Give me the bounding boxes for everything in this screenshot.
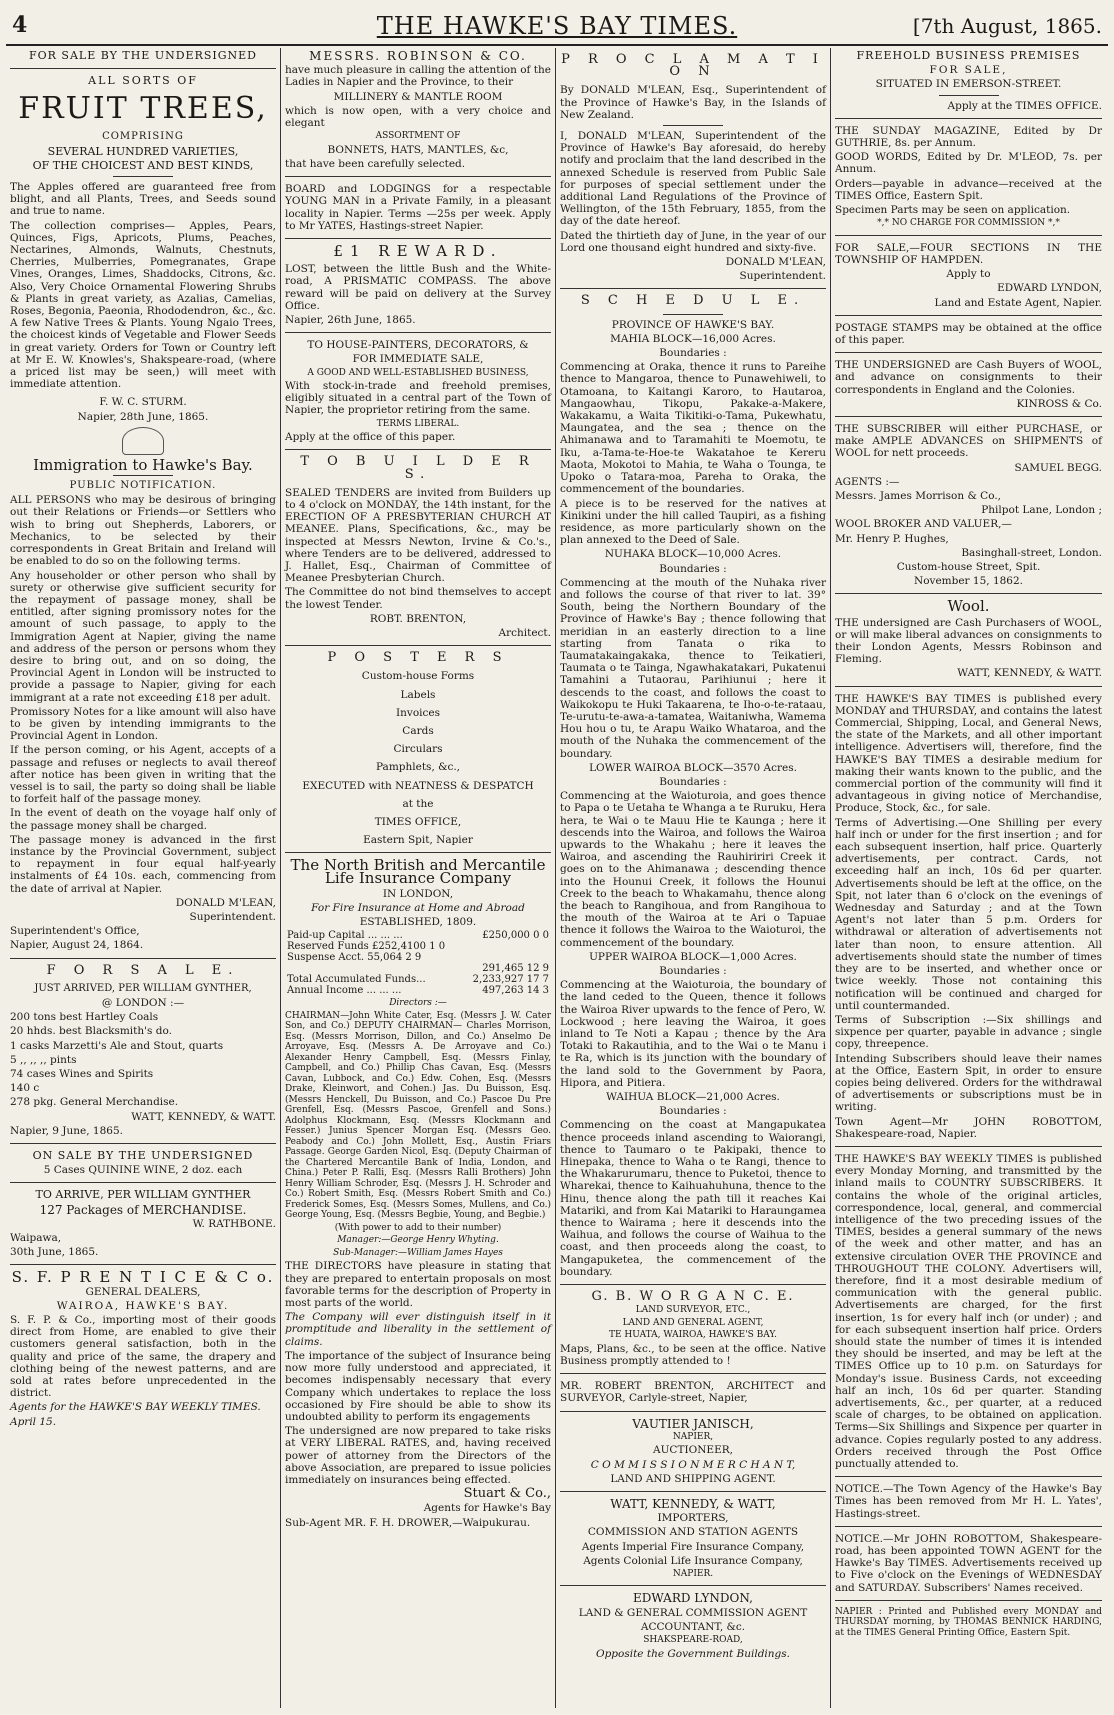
notice-office: Superintendent's Office, (10, 925, 140, 938)
table-row (285, 941, 551, 952)
ad-body: Maps, Plans, &c., to be seen at the office. Native Business promptly attended to ! (560, 1342, 826, 1367)
newspaper-title: THE HAWKE'S BAY TIMES. (376, 12, 738, 40)
block-boundaries: Boundaries : (659, 347, 727, 360)
divider (835, 1526, 1102, 1527)
ad-text: Manager:—George Henry Whyting. (337, 1235, 499, 1246)
ad-text: ESTABLISHED, 1809. (359, 916, 477, 929)
table-row (285, 930, 551, 941)
ad-heading: S. F. P R E N T I C E & C o. (11, 1268, 275, 1287)
notice-body: ALL PERSONS who may be desirous of bringing out their Relations or Friends—or Settlers who wish to bring out Shepherds, Laborers, or Mechanics, to be selected by their correspondents in Great Britain and Ireland will be enabled to do so on the following terms. (10, 494, 276, 568)
ad-text: EXECUTED with NEATNESS & DESPATCH (302, 779, 534, 792)
divider (835, 416, 1102, 417)
ad-text: MILLINERY & MANTLE ROOM (333, 90, 503, 103)
divider (835, 1146, 1102, 1147)
magazines-ad (835, 125, 1102, 229)
divider (560, 1373, 826, 1374)
ad-text: TE HUATA, WAIROA, HAWKE'S BAY. (609, 1330, 777, 1341)
divider (663, 125, 723, 126)
fund-label: Annual Income ... ... ... (287, 985, 402, 997)
ad-body: With stock-in-trade and freehold premises, eligibly situated in a central part of the Town of Napier, the proprietor retiring from the same. (285, 380, 551, 417)
ad-note: The Committee do not bind themselves to accept the lowest Tender. (285, 586, 551, 611)
ad-subheading: FOR IMMEDIATE SALE, (352, 353, 484, 366)
fund-value: 497,263 14 3 (482, 985, 549, 997)
ad-title: The North British and Mercantile Life Insurance Company (290, 856, 546, 887)
ad-text: ACCOUNTANT, &c. (640, 1620, 746, 1633)
ad-signer: SAMUEL BEGG. (1014, 461, 1102, 474)
ad-text: Custom-house Street, Spit. (896, 561, 1041, 573)
divider (10, 1264, 276, 1265)
royal-crest-icon (122, 427, 164, 455)
imprint: NAPIER : Printed and Published every MONDAY and THURSDAY morning, by THOMAS BENNICK HARDING, at the TIMES General Printing Office, Eastern Spit. (835, 1606, 1102, 1638)
divider (939, 95, 999, 96)
ad-text: @ LONDON :— (101, 997, 185, 1009)
ad-body: Terms of Advertising.—One Shilling per every half inch or under for the first insertion ; and for each subsequent insertion, half price. Quarterly advertisements, per contract. Cards, not exceeding half an inch, 10s 6d per quarter. Advertisements should be left at the office, on the Spit, not later than 6 o'clock on the evenings of Wednesday and Saturday ; and at the Town Agent's not later than 5 p.m. Orders for withdrawal or alteration of advertisements not later than noon, to ensure attention. All advertisements should state the number of times they are to be inserted, and whether once or twice weekly. Those not containing this notification will be continued and charged for until countermanded. (835, 816, 1102, 1012)
ad-date: November 15, 1862. (914, 575, 1023, 588)
ad-heading: WATT, KENNEDY, & WATT, (610, 1496, 776, 1511)
directors-heading: Directors :— (389, 998, 447, 1009)
ad-role: Architect. (498, 627, 551, 640)
table-row (285, 952, 551, 963)
notice-robottom: NOTICE.—Mr JOHN ROBOTTOM, Shakespeare-road, has been appointed TOWN AGENT for the Hawke's Bay TIMES. Advertisements received up to Five o'clock on the Evenings of WEDNESDAY and SATURDAY. Subscribers' Names received. (835, 1532, 1102, 1594)
ad-signer: F. W. C. STURM. (99, 396, 187, 409)
divider (10, 1182, 276, 1183)
postage-ad: POSTAGE STAMPS may be obtained at the office of this paper. (835, 321, 1102, 346)
block-body: Commencing at Oraka, thence it runs to Pareihe thence to Mangaroa, thence to Punawehiweli, to Otamoana, to Kaitangi Karoro, to Hautaroa, Mangaowhau, Tikopu, Pakake-a-Makere, Wakakamu, a Waita Tikitiki-o-Tama, Pukewhatu, Maungatea, and the sea ; thence on the Ahimanawa and to Taramahiti te Moemotu, te Iku, a-Tama-te-Hoe-te Wakatahoe te Kereru Maota, Mokotoi to Mahia, te Waha o Tounga, te Upoko o Tatara-moa, Pareha to Oraka, the commencement of the boundaries. (560, 361, 826, 496)
divider (560, 1585, 826, 1586)
ad-heading: F O R S A L E. (46, 962, 240, 978)
divider (560, 288, 826, 289)
ad-body: SEALED TENDERS are invited from Builders up to 4 o'clock on MONDAY, the 14th instant, for the ERECTION OF A PRESBYTERIAN CHURCH AT MEANEE. Plans, Specifications, &c., may be inspected at Messrs Newton, Irvine & Co.'s., where Tenders are to be delivered, addressed to J. Hallet, Esq., Chairman of Committee of Meanee Presbyterian Church. (285, 486, 551, 585)
ad-heading: P R O C L A M A T I O N (561, 52, 825, 80)
divider (285, 449, 551, 450)
ad-text: LAND & GENERAL COMMISSION AGENT (578, 1606, 808, 1619)
divider (285, 176, 551, 177)
ad-body: THE UNDERSIGNED are Cash Buyers of WOOL, and advance on consignments to their correspondents in England and the Colonies. (835, 359, 1102, 396)
notice-signer-role: Superintendent. (189, 910, 276, 923)
wool-ad (835, 597, 1102, 680)
builders-ad (285, 456, 551, 639)
ad-text: AGENTS :— (835, 475, 900, 488)
ad-text: IN LONDON, (382, 887, 454, 900)
ad-date: 30th June, 1865. (10, 1246, 99, 1259)
ad-body: FOR SALE,—FOUR SECTIONS IN THE TOWNSHIP OF HAMPDEN. (835, 241, 1102, 266)
ad-text: COMMISSION AND STATION AGENTS (587, 1526, 799, 1539)
ad-text: For Fire Insurance at Home and Abroad (311, 902, 525, 915)
block-title: MAHIA BLOCK—16,000 Acres. (610, 332, 776, 345)
ad-heading: £1 REWARD. (333, 241, 503, 260)
ad-text: BONNETS, HATS, MANTLES, &c, (327, 143, 509, 156)
columns (6, 48, 1108, 1708)
ad-text: Opposite the Government Buildings. (595, 1647, 791, 1660)
ad-body: The collection comprises— Apples, Pears, Quinces, Figs, Apricots, Plums, Peaches, Nectarines, Almonds, Walnuts, Chestnuts, Cherries, Mulberries, Pomegranates, Grape Vines, Oranges, Limes, Shaddocks, Citrons, &c. Also, Very Choice Ornamental Flowering Shrubs & Plants in great variety, as Azalias, Camelias, Roses, Begonia, Paeonia, Rhododendron, &c., &c. A few Native Trees & Plants. Young Ngaio Trees, the choicest kinds of Vegetable and Flower Seeds in great variety. Orders for Town or Country left at Mr E. W. Knowles's, Shakspeare-road, (where a priced list may be seen,) will meet with immediate attention. (10, 219, 276, 391)
ad-agent-role: Agents for Hawke's Bay (423, 1502, 551, 1515)
notice-body: In the event of death on the voyage half only of the passage money shall be charged. (10, 807, 276, 832)
ad-line: 20 hhds. best Blacksmith's do. (10, 1025, 172, 1038)
ad-signer: DONALD M'LEAN, (725, 256, 826, 269)
ad-text: Philpot Lane, London ; (981, 504, 1102, 517)
ad-heading: Wool. (947, 597, 990, 616)
ad-body: LOST, between the little Bush and the White-road, A PRISMATIC COMPASS. The above reward will be paid on delivery at the Survey Office. (285, 263, 551, 312)
notice-body: Promissory Notes for a like amount will also have to be given by intending immigrants to the Provincial Agent in London. (10, 705, 276, 743)
block-body: Commencing at the Waioturoia, the boundary of the land ceded to the Queen, thence it follows the Wairoa River upwards to the fence of Pero, W. Lockwood ; here leaving the Wairoa, it goes inland to Te Noti a Kapau ; thence by the Ara Totaki to Rakautihia, and to the Wai o te Manu i te Ra, which is its junction with the boundary of the land sold to the Government by Paora, Hipora, and Pitiera. (560, 979, 826, 1089)
fund-value (463, 952, 551, 963)
block-boundaries: Boundaries : (659, 775, 727, 788)
ad-date: Napier, 26th June, 1865. (285, 313, 416, 326)
ad-text: (With power to add to their number) (334, 1222, 502, 1233)
ad-body: Town Agent—Mr JOHN ROBOTTOM, Shakespeare-road, Napier. (835, 1115, 1102, 1140)
ad-text: LAND SURVEYOR, ETC., (635, 1305, 751, 1316)
notice-body: The passage money is advanced in the first instance by the Provincial Government, subject to repayment in four equal half-yearly instalments of £4 10s. each, commencing from the date of arrival at Napier. (10, 833, 276, 895)
funds-table (285, 930, 551, 996)
proclamation (560, 54, 826, 282)
ad-heading: FREEHOLD BUSINESS PREMISES (856, 49, 1081, 62)
begg-ad (835, 423, 1102, 587)
ad-subheading: A GOOD AND WELL-ESTABLISHED BUSINESS, (307, 367, 529, 378)
column-3 (556, 48, 831, 1708)
divider (285, 645, 551, 646)
ad-text: IMPORTERS, (657, 1512, 729, 1525)
prentice-ad (10, 1268, 276, 1428)
ad-apply: Apply at the office of this paper. (285, 431, 456, 444)
ad-text: Messrs. James Morrison & Co., (835, 489, 1002, 502)
divider (663, 314, 723, 315)
ad-body: Dated the thirtieth day of June, in the year of our Lord one thousand eight hundred and sixty-five. (560, 229, 826, 254)
page-number: 4 (12, 12, 28, 38)
ad-body: GOOD WORDS, Edited by Dr. M'LEOD, 7s. per Annum. (835, 151, 1102, 176)
ad-line: 1 casks Marzetti's Ale and Stout, quarts (10, 1039, 224, 1052)
divider (835, 235, 1102, 236)
divider (113, 176, 173, 177)
ad-heading: T O B U I L D E R S. (300, 454, 536, 482)
ad-heading: ON SALE BY THE UNDERSIGNED (32, 1149, 254, 1163)
ad-terms: TERMS LIBERAL. (376, 418, 460, 429)
divider (835, 315, 1102, 316)
ad-heading: G. B. W O R G A N C. E. (591, 1289, 795, 1305)
table-row (285, 985, 551, 996)
ad-subheading: ALL SORTS OF (88, 74, 198, 88)
ad-text: AUCTIONEER, (653, 1444, 733, 1457)
ad-subheading: PROVINCE OF HAWKE'S BAY. (611, 318, 775, 331)
block-title: WAIHUA BLOCK—21,000 Acres. (606, 1091, 780, 1104)
ad-body: that have been carefully selected. (285, 157, 466, 170)
ad-role: Land and Estate Agent, Napier. (934, 296, 1102, 309)
immigration-notice (10, 455, 276, 952)
board-lodging-ad: BOARD and LODGINGS for a respectable YOUNG MAN in a Private Family, in a pleasant locality in Napier. Terms —25s per week. Apply to Mr YATES, Hastings-street Napier. (285, 183, 551, 232)
masthead (6, 6, 1108, 46)
ad-line: 74 cases Wines and Spirits (10, 1068, 154, 1081)
ad-body: The importance of the subject of Insurance being now more fully understood and appreciated, it becomes indispensably necessary that every Company which undertakes to replace the loss occasioned by Fire should be able to show its undoubted ability to perform its engagements (285, 1349, 551, 1423)
fund-label: Suspense Acct. 55,064 2 9 (287, 952, 422, 964)
ad-text: OF THE CHOICEST AND BEST KINDS, (32, 158, 254, 172)
weekly-times-ad: THE HAWKE'S BAY WEEKLY TIMES is published every Monday Morning, and transmitted by the inland mails to COUNTRY SUBSCRIBERS. It contains the whole of the original articles, correspondence, local, general, and commercial intelligence of the two preceding issues of the TIMES, besides a general summary of the news of the week and other matter, and has an extensive circulation OVER THE PROVINCE and THROUGHOUT THE COLONY. Advertisers will, therefore, find it a most desirable medium of communication with the general public. Advertisements are charged, for the first insertion, 1s for every half inch (or under) ; and for each subsequent insertion half price. Orders should state the number of times it is intended they should be inserted, and may be left at the TIMES Office up to 10 p.m. on Saturdays for Monday's issue. Business Cards, not exceeding half an inch, 10s 6d per quarter. Standing advertisements, &c., per quarter, at a reduced scale of charges, to be obtained on application. Terms—Six Shillings and Sixpence per quarter in advance. Copies regularly posted to any address. Orders received through the Post Office punctually attended to. (835, 1152, 1102, 1471)
fund-value: 2,233,927 17 7 (472, 974, 549, 986)
ad-text: TIMES OFFICE, (374, 816, 462, 829)
schedule (560, 295, 826, 1278)
block-boundaries: Boundaries : (659, 562, 727, 575)
list-item: Invoices (395, 706, 440, 719)
freehold-ad (835, 50, 1102, 112)
ad-signer: WATT, KENNEDY, & WATT. (131, 1110, 276, 1123)
divider (285, 852, 551, 853)
block-body: Commencing at the mouth of the Nuhaka river and follows the course of that river to lat. 39° South, being the Northern Boundary of the Province of Hawke's Bay ; thence following that meridian in an easterly direction to a line starting from Tanata o rika to Taumatakaingakaka, thence to Teikatieri, Taumata o te Tainga, Ngawhakatakari, Pukatenui Tamahini a Tutaorau, Parihiunui ; here it descends to the coast, and follows the coast to Waikokopu te Huki Takaarena, te Iho-o-te-rataau, Te-urutu-te-awa-a-tamatea, Waitaniwha, Wamema Hou hou o tu, te Arapu Waiko Whataroa, and the mouth of the Nuhaka the commencement of the boundary. (560, 576, 826, 760)
block-boundaries: Boundaries : (659, 1105, 727, 1118)
fund-value: £250,000 0 0 (482, 930, 549, 942)
divider (835, 1600, 1102, 1601)
ad-agent: Stuart & Co., (463, 1486, 551, 1502)
ad-line: 140 c (10, 1082, 40, 1095)
ad-signer: ROBT. BRENTON, (369, 612, 467, 625)
divider (10, 958, 276, 959)
ad-signer: KINROSS & Co. (1016, 397, 1102, 410)
ad-body: have much pleasure in calling the attention of the Ladies in Napier and the Province, to their (285, 64, 551, 89)
divider (10, 68, 276, 69)
ad-line: 278 pkg. General Merchandise. (10, 1096, 179, 1109)
notice-body: If the person coming, or his Agent, accepts of a passage and refuses or neglects to avail thereof after notice has been given in writing that the vessel is to sail, the party so doing shall be liable to forfeit half of the passage money. (10, 744, 276, 806)
sections-ad (835, 242, 1102, 309)
list-item: Custom-house Forms (361, 670, 475, 683)
ad-body: THE HAWKE'S BAY TIMES is published every MONDAY and THURSDAY, and contains the latest Commercial, Shipping, Local, and General News, the state of the Markets, and all other important intelligence. Advertisers will, therefore, find the HAWKE'S BAY TIMES a desirable medium for making their wants known to the public, and the commercial portion of the community will find it advantageous in giving notice of Merchandise, Produce, Stock, &c., for sale. (835, 692, 1102, 815)
wkw-ad (560, 1498, 826, 1580)
list-item: Labels (400, 688, 436, 701)
block-body: Commencing on the coast at Mangapukatea thence proceeds inland ascending to Waiorangi, thence to Taumaro o te Pakipaki, thence to Hinepaka, thence to Waha o te Rangi, thence to the Whakarurumaru, thence to Puketoi, thence to Wharekai, thence to Kaihuahuhuna, thence to the Hinu, thence along the path till it reaches Kai Matariki, and from Kai Matariki to Haraungamea thence to Wairama ; here it descends into the Waihua, and follows the course of Waihua to the coast, and then proceeds along the coast, to Mangapuketea, the commencement of the boundary. (560, 1119, 826, 1278)
block-body: A piece is to be reserved for the natives at Kinikini under the hill called Taupiri, as a fishing residence, as more particularly shown on the plan annexed to the Deed of Sale. (560, 497, 826, 547)
brenton-ad: MR. ROBERT BRENTON, ARCHITECT and SURVEYOR, Carlyle-street, Napier, (560, 1380, 826, 1405)
ad-body: The undersigned are now prepared to take risks at VERY LIBERAL RATES, and, having received power of attorney from the Directors of the above Association, are prepared to issue policies immediately on insurances being effected. (285, 1425, 551, 1486)
ad-heading: S C H E D U L E. (580, 293, 806, 309)
ad-text: Apply to (946, 268, 991, 281)
ad-body: By DONALD M'LEAN, Esq., Superintendent of the Province of Hawke's Bay, in the Islands of New Zealand. (560, 84, 826, 121)
ad-text: SHAKSPEARE-ROAD, (643, 1635, 743, 1646)
ad-body: S. F. P. & Co., importing most of their goods direct from Home, are enabled to give their customers general satisfaction, both in the quality and price of the same, the drapery and clothing being of the newest patterns, and are sold at rates before unprecedented in the district. (10, 1314, 276, 1400)
notice-body: Any householder or other person who shall by surety or otherwise give sufficient security for the repayment of passage money, shall be entitled, after signing promissory notes for the amount of such passage, to apply to the Immigration Agent at Napier, giving the name and address of the person or persons whom they desire to bring out, and on so doing, the Provincial Agent in London will be instructed to provide a passage to Napier, giving for each immigrant at a rate not exceeding £18 per adult. (10, 569, 276, 704)
gynther-ad (10, 1189, 276, 1258)
ad-body: The Company will ever distinguish itself in it promptitude and liberality in the settlement of claims. (285, 1311, 551, 1348)
ad-subheading: GENERAL DEALERS, (85, 1285, 201, 1298)
ad-subagent: Sub-Agent MR. F. H. DROWER,—Waipukurau. (285, 1516, 531, 1529)
fund-label: Paid-up Capital ... ... ... (287, 930, 403, 942)
ad-body: The Apples offered are guaranteed free from blight, and all Plants, Trees, and Seeds sound and true to name. (10, 181, 276, 218)
directors-list: CHAIRMAN—John White Cater, Esq. (Messrs J. W. Cater Son, and Co.) DEPUTY CHAIRMAN— Charles Morrison, Esq. (Messrs Morrison, Dillon, and Co.) Anselmo De Arroyave, Esq. (Messrs A. De Arroyave and Co.) Alexander Henry Campbell, Esq. (Messrs Finlay, Campbell, and Co.) Phillip Chas Cavan, Esq. (Messrs Cavan, Lubbock, and Co.) Edw. Cohen, Esq. (Messrs Drake, Kleinwort, and Cohen.) Jas. Du Buisson, Esq. (Messrs Henckell, Du Buisson, and Co.) Pascoe Du Pre Grenfell, Esq. (Messrs Pascoe, Grenfell and Sons.) Adolphus Klockmann, Esq. (Messrs Klockmann and Fesser.) Junius Spencer Morgan Esq. (Messrs Geo. Peabody and Co.) John Mollett, Esq., Austin Friars Passage. George Garden Nicol, Esq. (Deputy Chairman of the Chartered Mercantile Bank of India, London, and China.) Peter P. Ralli, Esq. (Messrs Ralli Brothers) John Henry William Schroder, Esq. (Messrs J. H. Schroder and Co.) Robert Smith, Esq. (Messrs Robert Smith and Co.) Frederick Somes, Esq. (Messrs Somes, Mullens, and Co.) George Young, Esq. (Messrs Begbie, Young, and Begbie.) (285, 1010, 551, 1221)
divider (835, 118, 1102, 119)
ad-subheading: JUST ARRIVED, PER WILLIAM GYNTHER, (34, 982, 252, 994)
ad-line: 200 tons best Hartley Coals (10, 1011, 159, 1024)
ad-text: Sub-Manager:—William James Hayes (333, 1247, 503, 1258)
fund-label: Total Accumulated Funds... (287, 974, 426, 986)
divider (113, 475, 173, 476)
ad-date: Napier, 28th June, 1865. (77, 410, 209, 423)
ad-date: Napier, 9 June, 1865. (10, 1124, 123, 1137)
list-item: Pamphlets, &c., (375, 761, 461, 774)
ad-title: FRUIT TREES, (18, 91, 268, 127)
ad-body: THE SUBSCRIBER will either PURCHASE, or make AMPLE ADVANCES on SHIPMENTS of WOOL for nett proceeds. (835, 422, 1102, 460)
block-title: LOWER WAIROA BLOCK—3570 Acres. (589, 761, 797, 774)
ad-heading: VAUTIER JANISCH, (632, 1416, 754, 1431)
painters-ad (285, 339, 551, 443)
divider (560, 1284, 826, 1285)
ad-body: Orders—payable in advance—received at the TIMES Office, Eastern Spit. (835, 177, 1102, 202)
janisch-ad (560, 1418, 826, 1485)
ad-body: which is now open, with a very choice and elegant (285, 104, 551, 130)
kinross-ad (835, 359, 1102, 410)
ad-signer: EDWARD LYNDON, (997, 282, 1102, 295)
divider (285, 332, 551, 333)
ad-body: 5 Cases QUININE WINE, 2 doz. each (43, 1164, 243, 1177)
issue-date: [7th August, 1865. (912, 14, 1102, 38)
ad-place: Waipawa, (10, 1232, 62, 1245)
quinine-ad (10, 1150, 276, 1176)
ad-text: *,* NO CHARGE FOR COMMISSION *,* (877, 218, 1060, 229)
divider (10, 1143, 276, 1144)
ad-text: Agents Colonial Life Insurance Company, (583, 1554, 803, 1567)
divider (835, 593, 1102, 594)
fund-value: 291,465 12 9 (482, 963, 549, 975)
ad-text: Basinghall-street, London. (961, 546, 1102, 559)
ad-agent: Agents for the HAWKE'S BAY WEEKLY TIMES. (10, 1401, 261, 1414)
list-item: Circulars (393, 743, 443, 756)
notice-date: Napier, August 24, 1864. (10, 939, 144, 952)
worgan-ad (560, 1291, 826, 1367)
ad-text: COMPRISING (102, 131, 184, 143)
ad-body: THE DIRECTORS have pleasure in stating that they are prepared to entertain proposals on most favorable terms for the description of Property in most parts of the world. (285, 1260, 551, 1310)
for-sale-ad (10, 962, 276, 1137)
ad-text: ASSORTMENT OF (375, 131, 461, 142)
fund-label (285, 963, 463, 974)
ad-body: I, DONALD M'LEAN, Superintendent of the Province of Hawke's Bay aforesaid, do hereby notify and proclaim that the land described in the annexed Schedule is reserved from Public Sale for purposes of special settlement under the additional Land Regulations of the Province of Wellington, of the 15th February, 1855, from the day of the date hereof. (560, 130, 826, 228)
table-row (285, 963, 551, 974)
ad-heading: FOR SALE BY THE UNDERSIGNED (28, 49, 257, 62)
ad-date: April 15. (10, 1415, 57, 1428)
ad-text: NAPIER, (672, 1431, 714, 1442)
ad-line: 5 ,, ,, ,, pints (10, 1053, 77, 1066)
list-item: Cards (402, 725, 434, 738)
notice-title: Immigration to Hawke's Bay. (33, 455, 253, 474)
ad-text: Mr. Henry P. Hughes, (835, 532, 949, 545)
block-title: UPPER WAIROA BLOCK—1,000 Acres. (589, 950, 797, 963)
divider (560, 1491, 826, 1492)
ad-body: Intending Subscribers should leave their names at the Office, Eastern Spit, in order to ensure copies being delivered. Orders for the withdrawal of advertisements or subscriptions must be in writing. (835, 1052, 1102, 1114)
fund-value (463, 941, 551, 952)
notice-signer: DONALD M'LEAN, (175, 896, 276, 909)
ad-role: Superintendent. (739, 270, 826, 283)
lyndon-ad (560, 1592, 826, 1659)
ad-body: Specimen Parts may be seen on application. (835, 204, 1071, 217)
ad-body: THE SUNDAY MAGAZINE, Edited by Dr GUTHRIE, 8s. per Annum. (835, 124, 1102, 150)
ad-body: Terms of Subscription :—Six shillings and sixpence per quarter, payable in advance ; single copy, threepence. (835, 1013, 1102, 1051)
ad-signer: W. RATHBONE. (192, 1217, 276, 1230)
times-terms (835, 693, 1102, 1140)
fruit-trees-ad (10, 50, 276, 423)
table-row (285, 974, 551, 985)
ad-heading: EDWARD LYNDON, (633, 1591, 753, 1606)
divider (835, 686, 1102, 687)
reward-ad (285, 241, 551, 326)
insurance-ad (285, 856, 551, 1529)
ad-signer: WATT, KENNEDY, & WATT. (957, 667, 1102, 680)
divider (835, 352, 1102, 353)
notice-subtitle: PUBLIC NOTIFICATION. (69, 480, 217, 492)
divider (560, 1411, 826, 1412)
ad-text: LAND AND GENERAL AGENT, (622, 1317, 764, 1328)
column-4 (831, 48, 1106, 1708)
block-boundaries: Boundaries : (659, 965, 727, 978)
ad-place: WAIROA, HAWKE'S BAY. (56, 1299, 230, 1312)
ad-text: SITUATED IN EMERSON-STREET. (875, 78, 1062, 91)
ad-place: Eastern Spit, Napier (363, 834, 473, 847)
ad-heading: TO HOUSE-PAINTERS, DECORATORS, & (307, 339, 529, 352)
ad-heading: TO ARRIVE, PER WILLIAM GYNTHER (35, 1188, 251, 1202)
posters-ad (285, 652, 551, 846)
ad-text: at the (402, 797, 434, 810)
ad-heading: P O S T E R S (327, 650, 509, 666)
ad-text: LAND AND SHIPPING AGENT. (610, 1472, 776, 1485)
ad-body: THE undersigned are Cash Purchasers of WOOL, or will make liberal advances on consignments to their London Agents, Messrs Robinson and Fleming. (835, 616, 1102, 666)
ad-apply: Apply at the TIMES OFFICE. (947, 99, 1102, 112)
ad-text: NAPIER. (672, 1568, 714, 1579)
ad-text: C O M M I S S I O N M E R C H A N T, (590, 1458, 796, 1471)
block-title: NUHAKA BLOCK—10,000 Acres. (604, 548, 782, 561)
fund-label: Reserved Funds £252,4100 1 0 (287, 941, 446, 953)
ad-text: SEVERAL HUNDRED VARIETIES, (47, 144, 239, 158)
ad-subheading: FOR SALE, (929, 64, 1008, 77)
ad-text: Agents Imperial Fire Insurance Company, (581, 1540, 805, 1553)
robinson-ad (285, 50, 551, 170)
ad-heading: MESSRS. ROBINSON & CO. (309, 49, 527, 63)
block-body: Commencing at the Waioturoia, and goes thence to Papa o te Uetaha te Whanga a te Ruruku, Hera hera, te Wai o te Mauu Hie te Kaunga ; here it descends into the Wairoa, and follows the Wairoa upwards to the Whakahu ; here it leaves the Wairoa, and ascending the Rauhiririri Creek it goes on to the Ahimanawa ; descending thence into the Hounui Creek, it follows the Hounui Creek to the beach to Whakamahu, thence along the beach to Rangihoua, and from Rangihoua to the mouth of the Wairoa at te Ari o Tapuae thence it follows the Wairoa to the Waioturoi, the commencement of the boundary. (560, 790, 826, 949)
ad-text: WOOL BROKER AND VALUER,— (835, 518, 1012, 531)
ad-body: 127 Packages of MERCHANDISE. (39, 1202, 247, 1217)
column-1 (6, 48, 281, 1708)
divider (835, 1476, 1102, 1477)
notice-agency: NOTICE.—The Town Agency of the Hawke's Bay Times has been removed from Mr H. L. Yates', Hastings-street. (835, 1483, 1102, 1520)
divider (285, 238, 551, 239)
column-2 (281, 48, 556, 1708)
